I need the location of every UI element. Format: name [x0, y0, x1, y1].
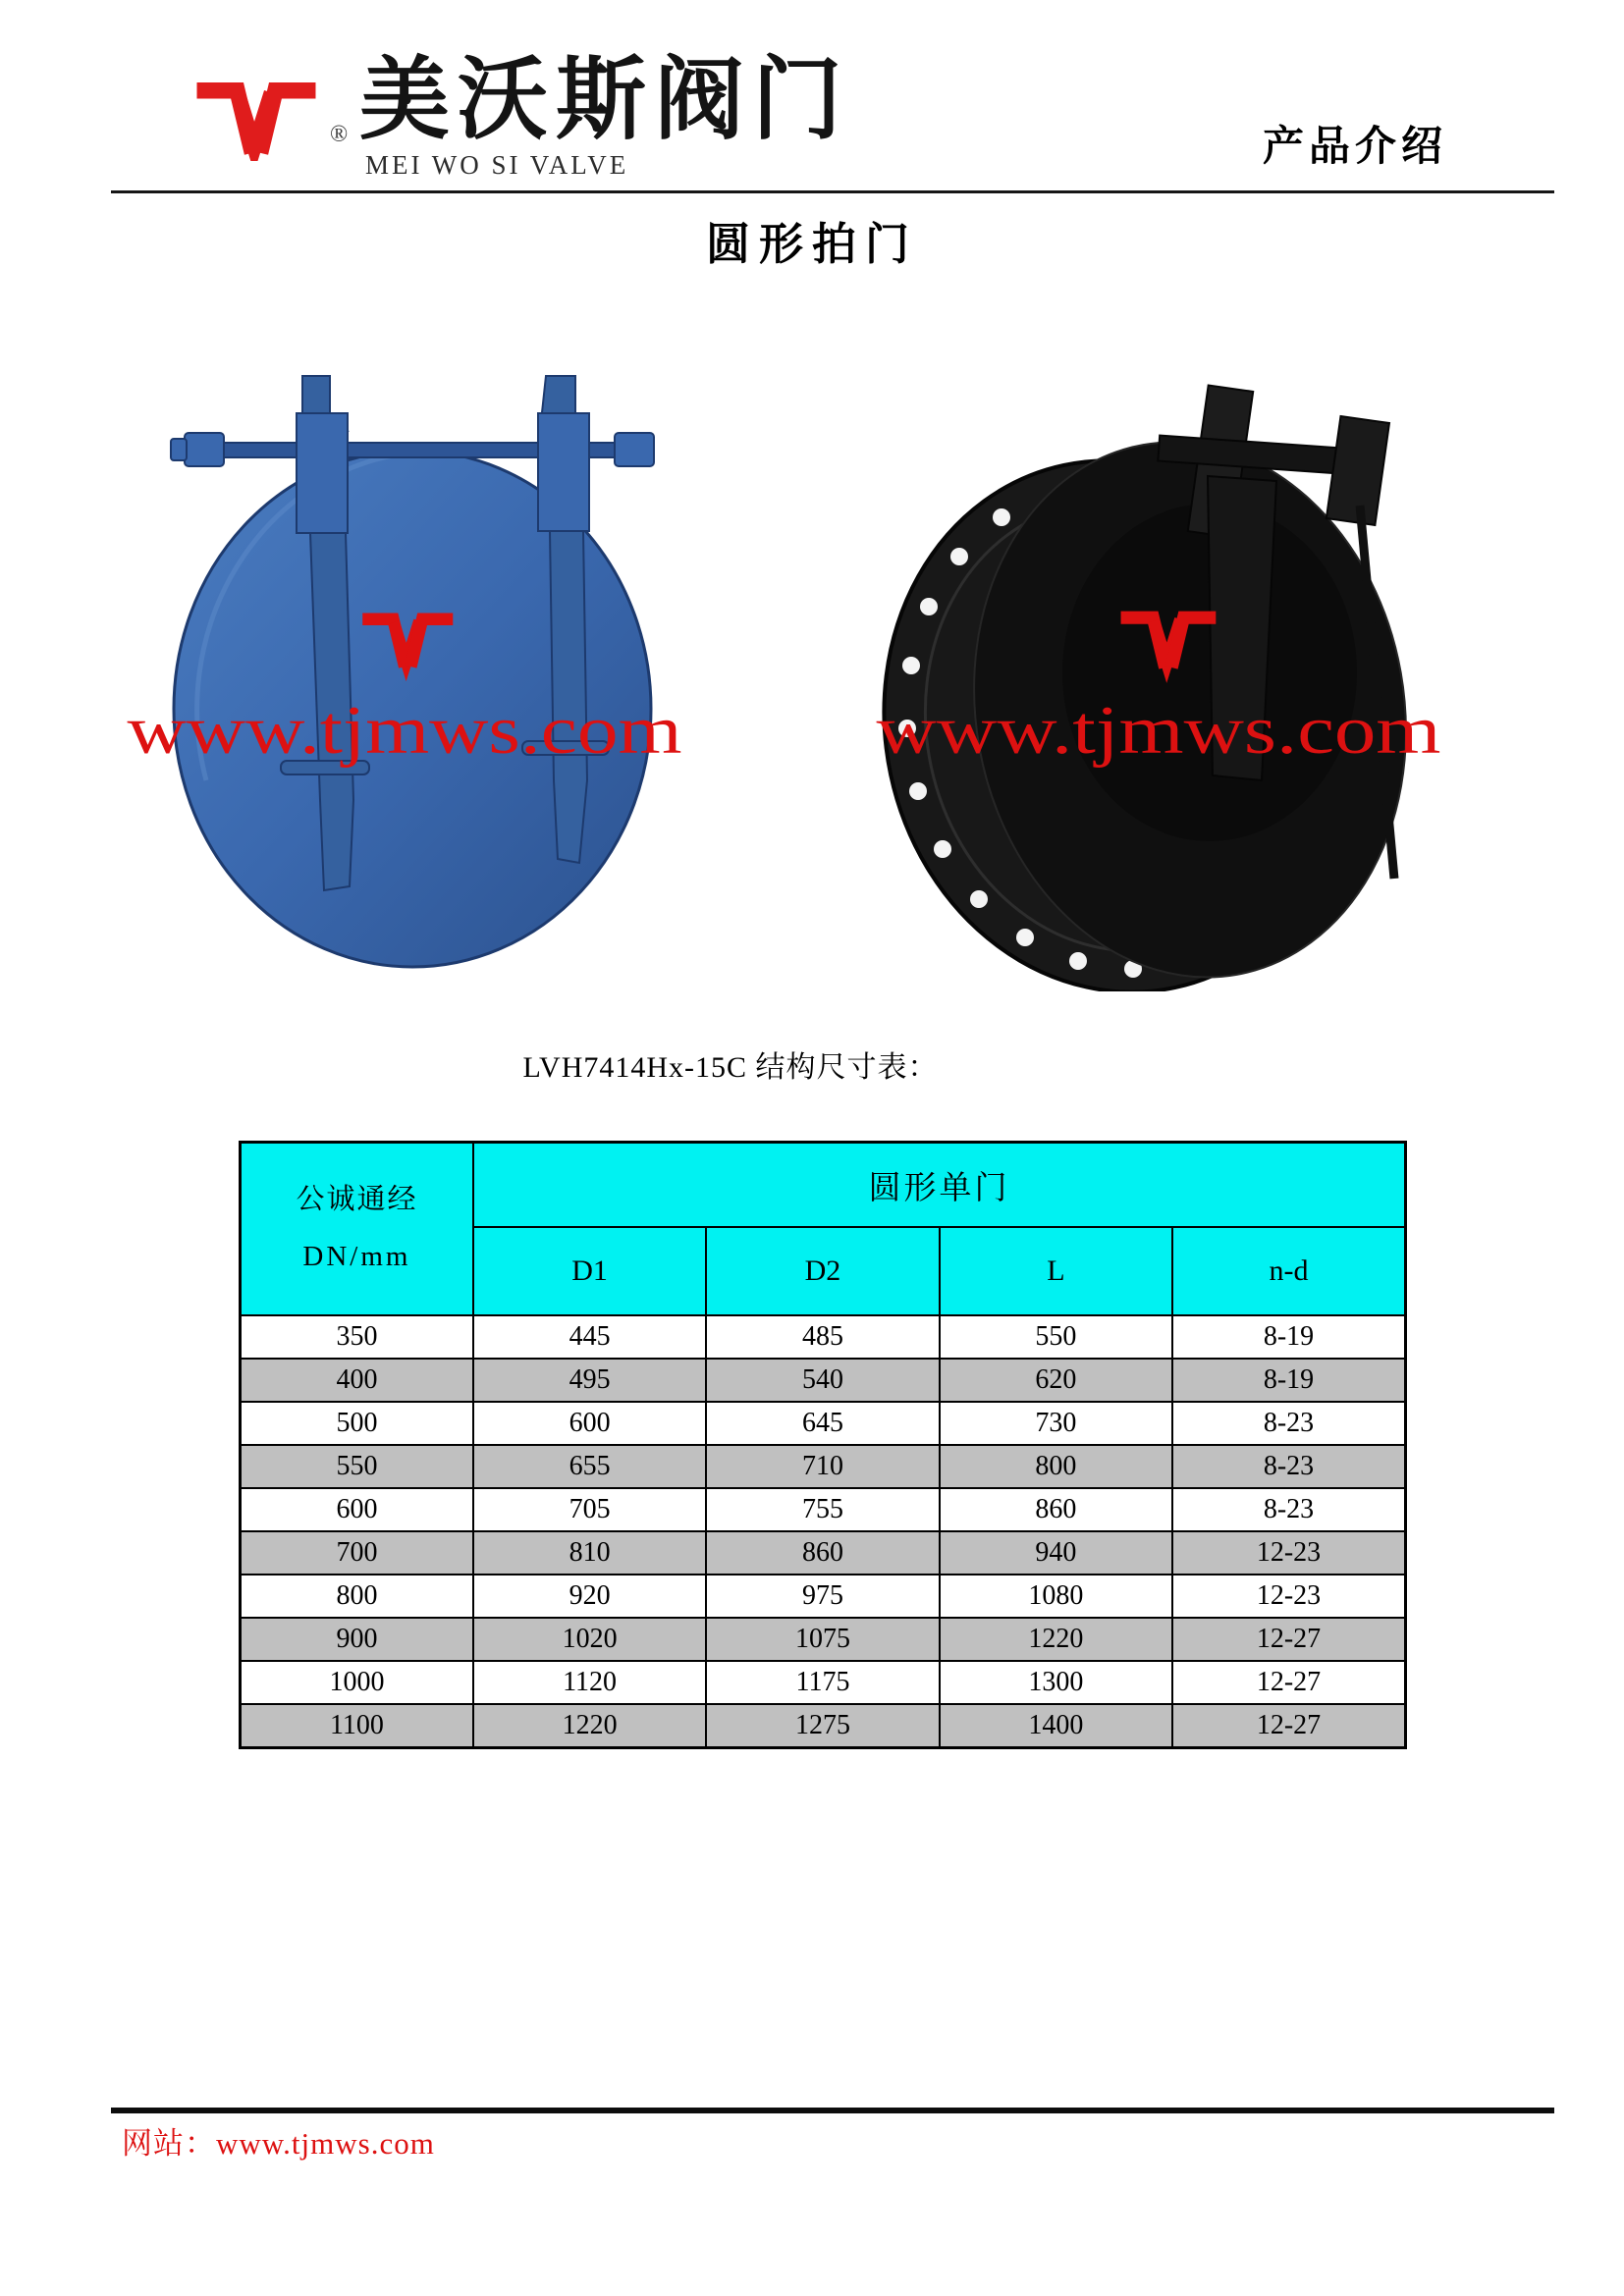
registered-trademark-symbol: ® — [330, 122, 349, 147]
column-header-d1: D1 — [473, 1227, 706, 1315]
blue-flap-valve-photo — [118, 250, 722, 982]
header-divider-line — [111, 190, 1554, 193]
page-title: 圆形拍门 — [705, 220, 918, 269]
table-group-header: 圆形单门 — [473, 1143, 1406, 1228]
brand-name-english: MEI WO SI VALVE — [365, 150, 629, 180]
corner-header-line1: 公诚通经 — [296, 1184, 418, 1216]
table-row: 1100 1220 1275 1400 12-27 — [241, 1704, 1406, 1747]
table-row: 800 920 975 1080 12-23 — [241, 1575, 1406, 1618]
watermark-url-text: www.tjmws.com — [127, 693, 682, 769]
table-row: 600 705 755 860 8-23 — [241, 1488, 1406, 1531]
corner-header-line2: DN/mm — [302, 1241, 411, 1272]
table-row: 350 445 485 550 8-19 — [241, 1315, 1406, 1359]
table-caption: LVH7414Hx-15C 结构尺寸表： — [522, 1051, 939, 1084]
footer-website-link[interactable]: 网站：www.tjmws.com — [122, 2126, 435, 2161]
column-header-d2: D2 — [706, 1227, 939, 1315]
table-row: 900 1020 1075 1220 12-27 — [241, 1618, 1406, 1661]
table-row: 1000 1120 1175 1300 12-27 — [241, 1661, 1406, 1704]
table-row: 500 600 645 730 8-23 — [241, 1402, 1406, 1445]
header-section-label: 产品介绍 — [1263, 125, 1448, 170]
dimension-table — [239, 1141, 1407, 1749]
column-header-l: L — [940, 1227, 1172, 1315]
footer-divider-line — [111, 2108, 1554, 2113]
watermark-url-text: www.tjmws.com — [876, 693, 1441, 769]
column-header-nd: n-d — [1172, 1227, 1405, 1315]
black-flap-valve-photo — [864, 250, 1448, 991]
company-w-logo-icon — [183, 80, 330, 161]
brand-name-chinese: 美沃斯阀门 — [359, 50, 851, 150]
table-corner-header — [241, 1143, 473, 1316]
table-row: 700 810 860 940 12-23 — [241, 1531, 1406, 1575]
table-row: 400 495 540 620 8-19 — [241, 1359, 1406, 1402]
table-row: 550 655 710 800 8-23 — [241, 1445, 1406, 1488]
